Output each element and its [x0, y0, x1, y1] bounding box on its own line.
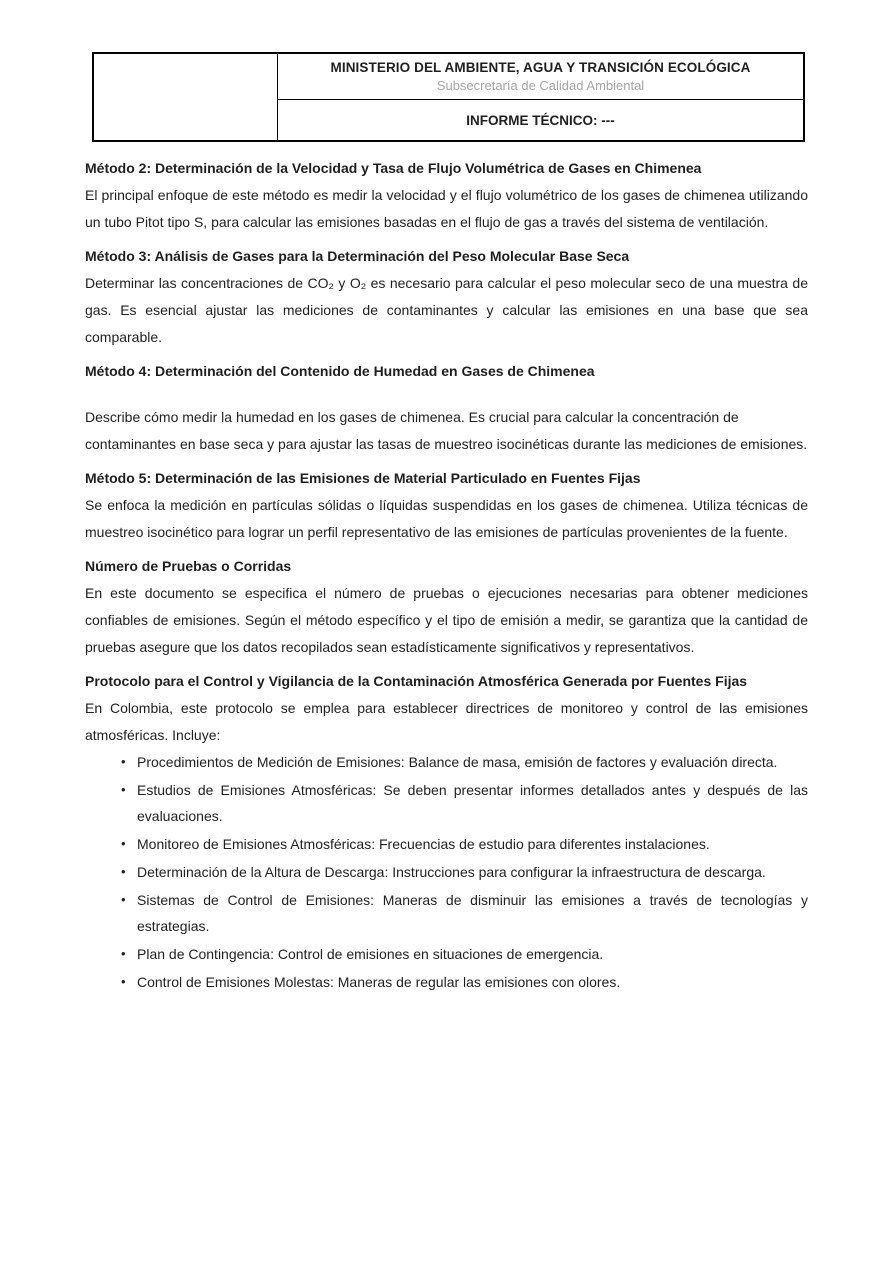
bullet-item-text: Monitoreo de Emisiones Atmosféricas: Frecuencias de estudio para diferentes instalaciones. — [137, 836, 710, 852]
bullet-item-text: Determinación de la Altura de Descarga: Instrucciones para configurar la infraestructura de descarga. — [137, 864, 766, 880]
bullet-item-text: Procedimientos de Medición de Emisiones: Balance de masa, emisión de factores y evaluación directa. — [137, 754, 778, 770]
section-heading: Método 3: Análisis de Gases para la Determinación del Peso Molecular Base Seca — [85, 248, 630, 264]
section-metodo-4 — [85, 358, 808, 458]
subsecretary-subtitle: Subsecretaría de Calidad Ambiental — [436, 78, 645, 93]
bullet-dot-icon: • — [121, 892, 126, 907]
bullet-dot-icon: • — [121, 782, 126, 797]
bullet-item — [85, 831, 808, 857]
report-title-cell — [278, 100, 805, 142]
ministry-title: MINISTERIO DEL AMBIENTE, AGUA Y TRANSICIÓN ECOLÓGICA — [330, 60, 751, 75]
section-paragraph: Se enfoca la medición en partículas sólidas o líquidas suspendidas en los gases de chimenea. Utiliza técnicas de muestreo isocinético para lograr un perfil representativo de las emisiones de partículas provenientes de la fuente. — [85, 497, 808, 540]
bullet-item-text: Control de Emisiones Molestas: Maneras de regular las emisiones con olores. — [137, 974, 621, 990]
bullet-item-text: Estudios de Emisiones Atmosféricas: Se deben presentar informes detallados antes y después de las evaluaciones. — [137, 782, 808, 824]
section-metodo-2 — [85, 155, 808, 236]
section-heading: Método 4: Determinación del Contenido de Humedad en Gases de Chimenea — [85, 363, 595, 379]
bullet-item — [85, 969, 808, 995]
bullet-item — [85, 749, 808, 775]
section-protocolo — [85, 668, 808, 995]
bullet-item-text: Sistemas de Control de Emisiones: Maneras de disminuir las emisiones a través de tecnologías y estrategias. — [137, 892, 808, 934]
section-heading: Método 2: Determinación de la Velocidad y Tasa de Flujo Volumétrica de Gases en Chimenea — [85, 160, 702, 176]
section-paragraph: Describe cómo medir la humedad en los gases de chimenea. Es crucial para calcular la concentración de contaminantes en base seca y para ajustar las tasas de muestreo isocinéticas durante las mediciones de emisiones. — [85, 409, 808, 452]
report-title: INFORME TÉCNICO: --- — [466, 112, 615, 128]
bullet-dot-icon: • — [121, 864, 126, 879]
section-paragraph: En este documento se especifica el número de pruebas o ejecuciones necesarias para obtener mediciones confiables de emisiones. Según el método específico y el tipo de emisión a medir, se garantiza que la cantidad de pruebas asegure que los datos recopilados sean estadísticamente significativos y representativos. — [85, 585, 808, 655]
logo-cell — [93, 53, 278, 141]
bullet-dot-icon: • — [121, 754, 126, 769]
section-heading: Protocolo para el Control y Vigilancia de la Contaminación Atmosférica Generada por Fuentes Fijas — [85, 673, 748, 689]
bullet-dot-icon: • — [121, 974, 126, 989]
protocol-bullet-list — [85, 749, 808, 995]
ministry-header-cell — [278, 53, 805, 100]
section-paragraph: Determinar las concentraciones de CO₂ y O₂ es necesario para calcular el peso molecular seco de una muestra de gas. Es esencial ajustar las mediciones de contaminantes y calcular las emisiones en una base que sea comparable. — [85, 275, 808, 345]
bullet-item — [85, 777, 808, 829]
section-metodo-5 — [85, 465, 808, 546]
header-table — [92, 52, 805, 142]
section-metodo-3 — [85, 243, 808, 351]
section-numero-de-pruebas — [85, 553, 808, 661]
section-heading: Número de Pruebas o Corridas — [85, 558, 292, 574]
bullet-item — [85, 941, 808, 967]
bullet-item — [85, 887, 808, 939]
section-paragraph: En Colombia, este protocolo se emplea para establecer directrices de monitoreo y control de las emisiones atmosféricas. Incluye: — [85, 700, 808, 743]
section-heading: Método 5: Determinación de las Emisiones de Material Particulado en Fuentes Fijas — [85, 470, 641, 486]
bullet-dot-icon: • — [121, 946, 126, 961]
section-paragraph: El principal enfoque de este método es medir la velocidad y el flujo volumétrico de los gases de chimenea utilizando un tubo Pitot tipo S, para calcular las emisiones basadas en el flujo de gas a través del sistema de ventilación. — [85, 187, 808, 230]
bullet-dot-icon: • — [121, 836, 126, 851]
bullet-item-text: Plan de Contingencia: Control de emisiones en situaciones de emergencia. — [137, 946, 604, 962]
bullet-item — [85, 859, 808, 885]
